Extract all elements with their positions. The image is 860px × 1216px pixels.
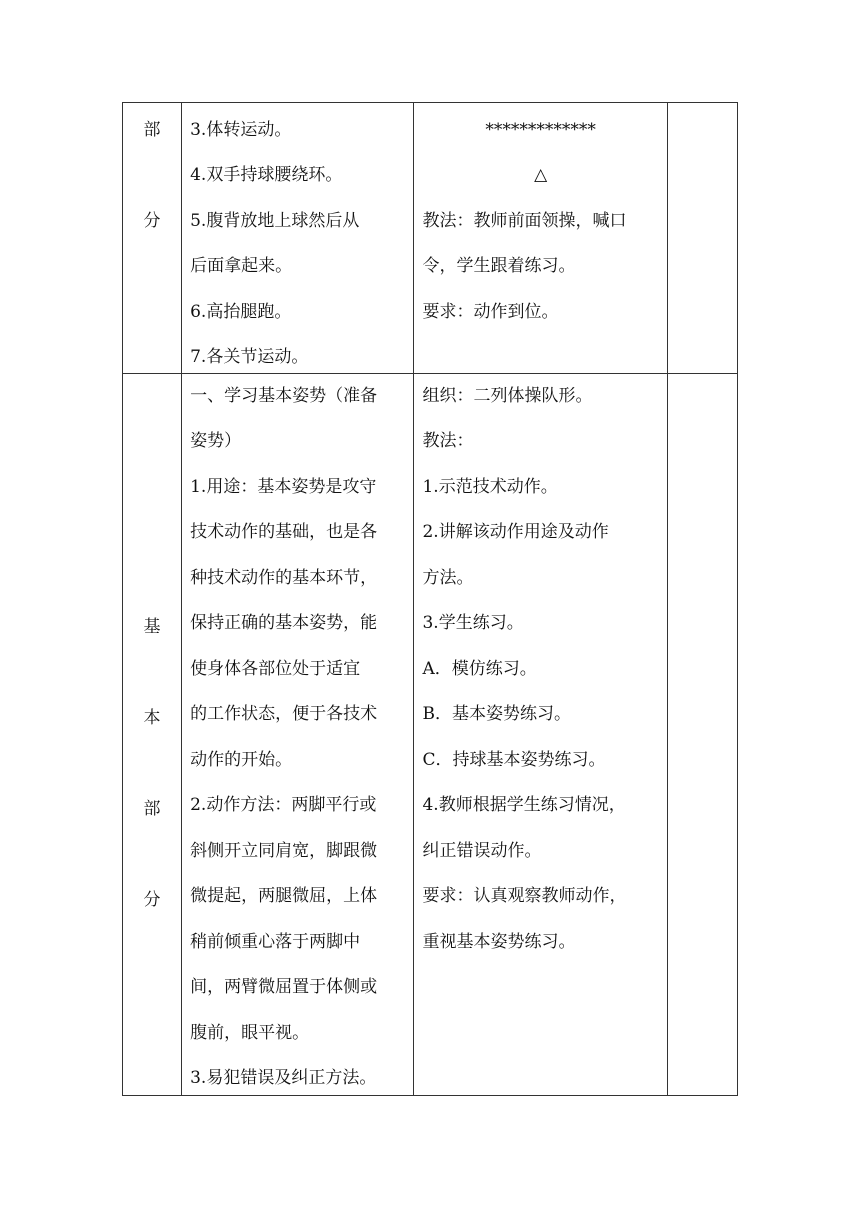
content-line: 动作的开始。 [190, 750, 293, 770]
notes-cell [667, 374, 737, 1096]
method-line: 令，学生跟着练习。 [422, 256, 576, 276]
section-char: 分 [143, 890, 161, 910]
method-line: 方法。 [422, 568, 474, 588]
method-line: C．持球基本姿势练习。 [422, 750, 606, 770]
method-line: 教法：教师前面领操，喊口 [422, 211, 627, 231]
content-line: 的工作状态，便于各技术 [190, 704, 378, 724]
method-line: 组织：二列体操队形。 [422, 386, 593, 406]
notes-cell [667, 103, 737, 374]
section-cell [123, 374, 182, 1096]
method-line: 教法： [422, 431, 474, 451]
section-char: 基 [143, 617, 161, 637]
content-line: 6.高抬腿跑。 [190, 302, 292, 322]
content-line: 3.易犯错误及纠正方法。 [190, 1068, 377, 1088]
content-line: 腹前，眼平视。 [190, 1023, 310, 1043]
method-line: 4.教师根据学生练习情况， [422, 795, 626, 815]
table-row [123, 374, 738, 1096]
content-line: 种技术动作的基本环节， [190, 568, 378, 588]
content-line: 3.体转运动。 [190, 120, 292, 140]
content-line: 4.双手持球腰绕环。 [190, 165, 343, 185]
formation-stars: ************* [485, 120, 596, 140]
content-cell [182, 103, 414, 374]
content-line: 1.用途：基本姿势是攻守 [190, 477, 377, 497]
triangle-marker: △ [534, 165, 548, 185]
content-line: 姿势） [190, 431, 242, 451]
content-line: 7.各关节运动。 [190, 347, 309, 367]
content-line: 5.腹背放地上球然后从 [190, 211, 360, 231]
method-line: 要求：动作到位。 [422, 302, 559, 322]
content-line: 一、学习基本姿势（准备 [190, 386, 378, 406]
content-line: 斜侧开立同肩宽，脚跟微 [190, 841, 378, 861]
section-char: 部 [143, 120, 161, 140]
content-line: 技术动作的基础，也是各 [190, 522, 378, 542]
content-line: 2.动作方法：两脚平行或 [190, 795, 377, 815]
method-cell [414, 374, 667, 1096]
method-cell [414, 103, 667, 374]
section-char: 本 [143, 708, 161, 728]
table-row [123, 103, 738, 374]
content-cell [182, 374, 414, 1096]
section-char: 部 [143, 799, 161, 819]
content-line: 微提起，两腿微屈，上体 [190, 886, 378, 906]
lesson-plan-table [122, 102, 738, 1096]
method-line: B．基本姿势练习。 [422, 704, 571, 724]
content-line: 后面拿起来。 [190, 256, 293, 276]
content-line: 稍前倾重心落于两脚中 [190, 932, 361, 952]
method-line: 重视基本姿势练习。 [422, 932, 576, 952]
method-line: 3.学生练习。 [422, 613, 524, 633]
method-line: 要求：认真观察教师动作， [422, 886, 627, 906]
method-line: 纠正错误动作。 [422, 841, 542, 861]
method-line: A．模仿练习。 [422, 659, 537, 679]
content-line: 使身体各部位处于适宜 [190, 659, 361, 679]
content-line: 间，两臂微屈置于体侧或 [190, 977, 378, 997]
method-line: 1.示范技术动作。 [422, 477, 558, 497]
section-cell [123, 103, 182, 374]
method-line: 2.讲解该动作用途及动作 [422, 522, 609, 542]
content-line: 保持正确的基本姿势，能 [190, 613, 378, 633]
section-char: 分 [143, 211, 161, 231]
